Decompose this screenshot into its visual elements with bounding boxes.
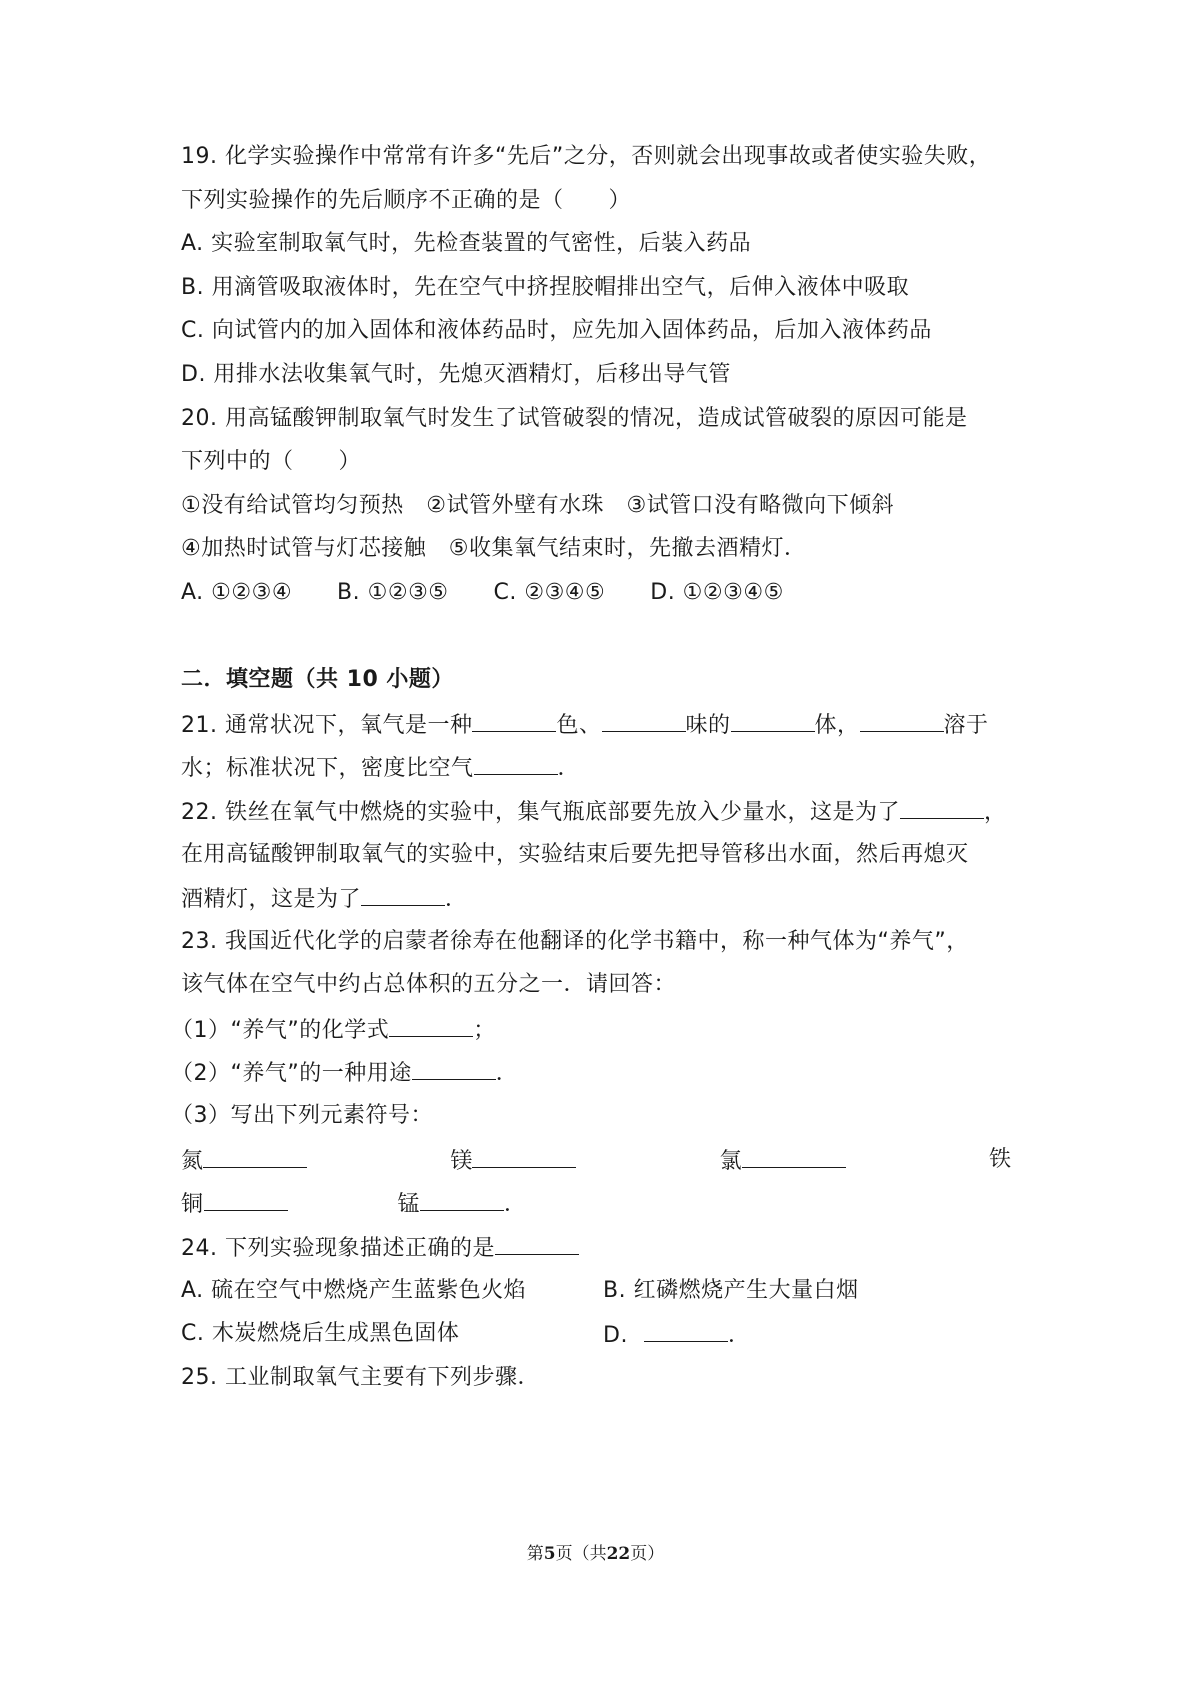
q19-option-b: B. 用滴管吸取液体时，先在空气中挤捏胶帽排出空气，后伸入液体中吸取: [181, 275, 910, 300]
footer-page-number: 5: [543, 1544, 556, 1564]
q24-blank-1: [495, 1232, 579, 1255]
q23-element-cu-label: 铜: [181, 1192, 204, 1217]
q22-line1-end: ，: [983, 800, 1007, 825]
q24-option-c: C. 木炭燃烧后生成黑色固体: [181, 1321, 460, 1346]
q21-line2: [181, 752, 580, 784]
q22-line3: [181, 883, 468, 915]
q22-line2: 在用高锰酸钾制取氧气的实验中，实验结束后要先把导管移出水面，然后再熄灭: [181, 842, 969, 867]
footer-suffix: 页）: [630, 1544, 665, 1564]
footer-mid: 页（共: [555, 1544, 607, 1564]
q24-option-a: A. 硫在空气中燃烧产生蓝紫色火焰: [181, 1278, 527, 1303]
q24-blank-d: [644, 1319, 728, 1342]
q19-line1: 19. 化学实验操作中常常有许多“先后”之分，否则就会出现事故或者使实验失败，: [181, 144, 992, 169]
q23-elements-row2: [181, 1188, 527, 1220]
q23-blank-2: [412, 1057, 496, 1080]
q24-line1-text: 24. 下列实验现象描述正确的是: [181, 1236, 495, 1261]
q23-line1: 23. 我国近代化学的启蒙者徐寿在他翻译的化学书籍中，称一种气体为“养气”，: [181, 929, 969, 954]
page-footer: [0, 1542, 1191, 1566]
q19-option-a: A. 实验室制取氧气时，先检查装置的气密性，后装入药品: [181, 231, 752, 256]
q23-element-mn-label: 锰: [397, 1192, 421, 1217]
q22-blank-2: [361, 883, 445, 906]
q23-sub1: [171, 1014, 496, 1046]
q23-element-fe-blank-wrap: [181, 1192, 288, 1217]
q23-sub1-end: ；: [473, 1018, 496, 1043]
q20-line2: 下列中的（ ）: [181, 449, 362, 474]
q22-line3-text: 酒精灯，这是为了: [181, 887, 362, 912]
q23-blank-1: [389, 1014, 473, 1037]
q22-line1: [181, 796, 1007, 828]
q23-blank-n: [203, 1145, 307, 1168]
q21-text-4: 体，: [814, 713, 860, 738]
q23-line2: 该气体在空气中约占总体积的五分之一．请回答：: [181, 972, 677, 997]
q21-blank-2: [602, 709, 686, 732]
q23-element-mg-label: 镁: [450, 1149, 473, 1174]
q22-blank-1: [900, 796, 984, 819]
q19-option-c: C. 向试管内的加入固体和液体药品时，应先加入固体药品，后加入液体药品: [181, 318, 932, 343]
q23-blank-cu: [204, 1188, 288, 1211]
q25-line1: 25. 工业制取氧气主要有下列步骤．: [181, 1365, 540, 1390]
q21-line2-end: ．: [557, 756, 581, 781]
section-title: 二．填空题（共 10 小题）: [181, 667, 454, 692]
q21-text-1: 21. 通常状况下，氧气是一种: [181, 713, 473, 738]
q21-blank-4: [860, 709, 944, 732]
q23-sub2: [171, 1057, 518, 1089]
q21-blank-3: [731, 709, 815, 732]
q23-elements-row1: [181, 1145, 1011, 1177]
q21-blank-5: [474, 752, 558, 775]
q23-element-n-label: 氮: [181, 1149, 204, 1174]
footer-prefix: 第: [526, 1544, 544, 1564]
q23-blank-mn: [420, 1188, 504, 1211]
q23-element-fe-label: 铁: [988, 1147, 1011, 1172]
q23-sub2-end: ．: [495, 1061, 519, 1086]
q19-option-d: D. 用排水法收集氧气时，先熄灭酒精灯，后移出导气管: [181, 362, 731, 387]
q22-line3-end: ．: [445, 887, 468, 912]
q24-option-b: B. 红磷燃烧产生大量白烟: [603, 1278, 859, 1303]
q23-element-cl: [720, 1145, 846, 1177]
q20-options: A. ①②③④ B. ①②③⑤ C. ②③④⑤ D. ①②③④⑤: [181, 580, 784, 605]
q24-line1: [181, 1232, 579, 1264]
q21-text-5: 溶于: [943, 713, 989, 738]
q23-element-mg: [450, 1145, 576, 1177]
q23-sub2-text: （2）“养气”的一种用途: [171, 1061, 412, 1086]
q24-option-d-label: D.: [603, 1323, 628, 1348]
q21-line2-text: 水；标准状况下，密度比空气: [181, 756, 474, 781]
q19-line2: 下列实验操作的先后顺序不正确的是（ ）: [181, 188, 632, 213]
q23-element-n: [181, 1145, 307, 1177]
q24-option-d-end: ．: [727, 1323, 751, 1348]
q23-element-cl-label: 氯: [719, 1149, 742, 1174]
q23-elements-end: ．: [504, 1192, 527, 1217]
q21-text-2: 色、: [556, 713, 602, 738]
q23-sub1-text: （1）“养气”的化学式: [171, 1018, 390, 1043]
q21-blank-1: [472, 709, 556, 732]
q20-line1: 20. 用高锰酸钾制取氧气时发生了试管破裂的情况，造成试管破裂的原因可能是: [181, 406, 968, 431]
q20-line3: ①没有给试管均匀预热 ②试管外壁有水珠 ③试管口没有略微向下倾斜: [181, 493, 895, 518]
footer-total-pages: 22: [606, 1544, 631, 1564]
q20-line4: ④加热时试管与灯芯接触 ⑤收集氧气结束时，先撤去酒精灯．: [181, 536, 807, 561]
q23-blank-cl: [742, 1145, 846, 1168]
q23-sub3: （3）写出下列元素符号：: [171, 1103, 433, 1128]
q21-text-3: 味的: [685, 713, 731, 738]
q22-line1-text: 22. 铁丝在氧气中燃烧的实验中，集气瓶底部要先放入少量水，这是为了: [181, 800, 900, 825]
q23-blank-mg: [472, 1145, 576, 1168]
q21-line1: [181, 709, 989, 741]
q24-option-d: [603, 1319, 750, 1351]
